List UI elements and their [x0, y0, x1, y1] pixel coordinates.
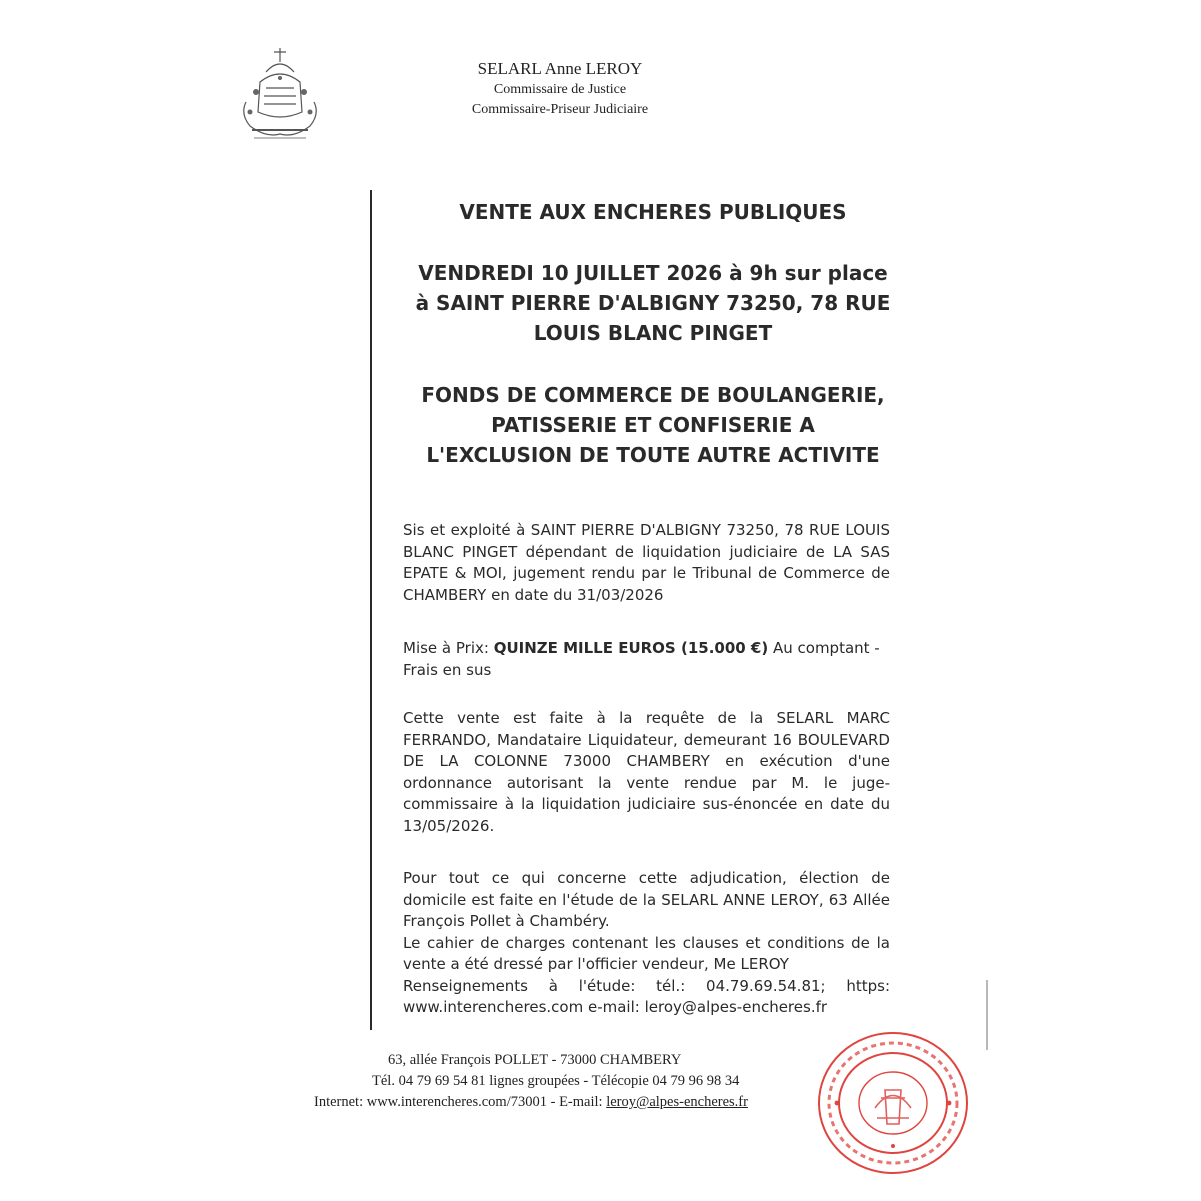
auction-date-block	[396, 258, 910, 348]
notary-emblem-icon	[236, 42, 324, 146]
footer-phone: Tél. 04 79 69 54 81 lignes groupées - Télécopie 04 79 96 98 34	[372, 1073, 740, 1089]
footer-internet	[300, 1092, 860, 1113]
footer-internet-prefix: Internet: www.interencheres.com/73001 - E-mail:	[314, 1094, 607, 1110]
business-description-block	[396, 380, 910, 470]
starting-price-terms: Au comptant - Frais en sus	[403, 639, 880, 679]
starting-price-value: QUINZE MILLE EUROS (15.000 €)	[493, 639, 769, 657]
fonds-line-3: L'EXCLUSION DE TOUTE AUTRE ACTIVITE	[426, 443, 880, 467]
footer-email: leroy@alpes-encheres.fr	[606, 1094, 748, 1110]
office-title-2: Commissaire-Priseur Judiciaire	[471, 102, 649, 117]
location-paragraph: Sis et exploité à SAINT PIERRE D'ALBIGNY 73250, 78 RUE LOUIS BLANC PINGET dépendant de liquidation judiciaire de LA SAS EPATE & MOI, jugement rendu par le Tribunal de Commerce de CHAMBERY en date du 31/03/2026	[403, 521, 890, 604]
starting-price-paragraph	[403, 638, 890, 681]
official-stamp-icon	[815, 1028, 971, 1178]
cahier-text: Le cahier de charges contenant les clauses et conditions de la vente a été dressé par l'officier vendeur, Me LEROY	[403, 933, 890, 973]
sale-request-paragraph: Cette vente est faite à la requête de la SELARL MARC FERRANDO, Mandataire Liquidateur, demeurant 16 BOULEVARD DE LA COLONNE 73000 CHAMBERY en exécution d'une ordonnance autorisant la vente rendue par M. le juge-commissaire à la liquidation judiciaire sus-énoncée en date du 13/05/2026.	[403, 709, 890, 835]
office-title-1: Commissaire de Justice	[493, 82, 627, 97]
letter-footer	[300, 1050, 860, 1113]
fonds-line-2: PATISSERIE ET CONFISERIE A	[491, 413, 815, 437]
scan-edge-mark	[986, 980, 988, 1050]
renseignements-text: Renseignements à l'étude: tél.: 04.79.69.54.81; https: www.interencheres.com e-mail: leroy@alpes-encheres.fr	[403, 976, 890, 1016]
margin-rule	[370, 190, 372, 1030]
date-line-2: à SAINT PIERRE D'ALBIGNY 73250, 78 RUE	[415, 291, 891, 315]
date-line-3: LOUIS BLANC PINGET	[533, 321, 773, 345]
fonds-line-1: FONDS DE COMMERCE DE BOULANGERIE,	[421, 383, 885, 407]
auction-title: VENTE AUX ENCHERES PUBLIQUES	[459, 200, 847, 224]
office-name: SELARL Anne LEROY	[477, 59, 643, 78]
contact-paragraph	[403, 868, 890, 1019]
letterhead	[420, 58, 700, 120]
footer-address: 63, allée François POLLET - 73000 CHAMBERY	[388, 1052, 682, 1068]
domicile-text: Pour tout ce qui concerne cette adjudication, élection de domicile est faite en l'étude de la SELARL ANNE LEROY, 63 Allée François Pollet à Chambéry.	[403, 869, 890, 930]
date-line-1: VENDREDI 10 JUILLET 2026 à 9h sur place	[418, 261, 888, 285]
starting-price-label: Mise à Prix:	[403, 639, 494, 657]
